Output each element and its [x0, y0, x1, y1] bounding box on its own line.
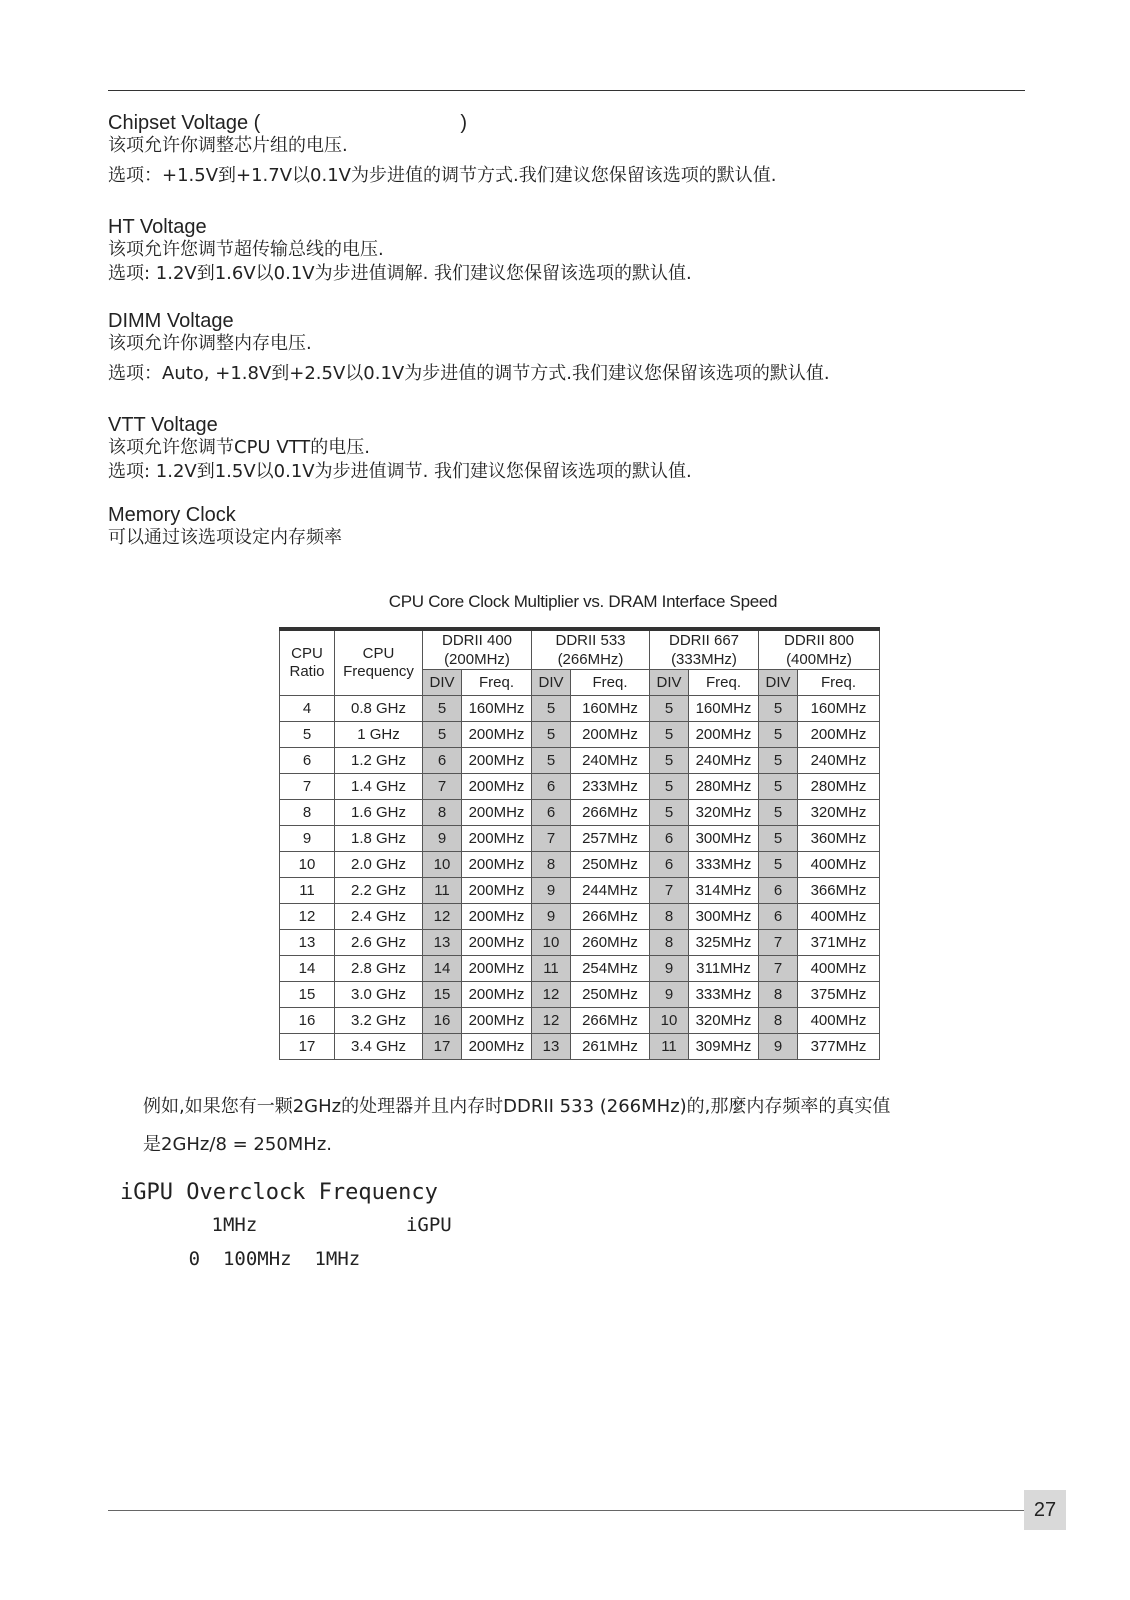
- header-freq: Freq.: [571, 670, 650, 696]
- cell-div: 5: [423, 722, 462, 748]
- cell-freq: 400MHz: [798, 1008, 880, 1034]
- table-row: [280, 930, 880, 956]
- header-text: DDRII 800: [783, 632, 855, 649]
- cell-div: 17: [423, 1034, 462, 1060]
- cell-div: 5: [532, 748, 571, 774]
- cell-freq: 200MHz: [462, 1034, 532, 1060]
- cell-cpu-ratio: 14: [280, 956, 335, 982]
- cell-freq: 250MHz: [571, 852, 650, 878]
- header-ddrii-533: [532, 629, 650, 670]
- cell-div: 11: [423, 878, 462, 904]
- header-div: DIV: [759, 670, 798, 696]
- section-title: DIMM Voltage: [108, 310, 234, 332]
- cell-div: 5: [650, 800, 689, 826]
- table-row: [280, 1034, 880, 1060]
- table-row: [280, 878, 880, 904]
- cell-freq: 320MHz: [798, 800, 880, 826]
- cell-div: 5: [650, 722, 689, 748]
- table-body: [280, 696, 880, 1060]
- cell-div: 10: [423, 852, 462, 878]
- header-div: DIV: [423, 670, 462, 696]
- section-desc: 可以通过该选项设定内存频率: [108, 527, 342, 548]
- cell-div: 8: [532, 852, 571, 878]
- section-igpu-overclock: [120, 1178, 452, 1276]
- cell-cpu-frequency: 2.6 GHz: [335, 930, 423, 956]
- cell-div: 5: [759, 774, 798, 800]
- cell-freq: 260MHz: [571, 930, 650, 956]
- cell-div: 10: [650, 1008, 689, 1034]
- cell-freq: 250MHz: [571, 982, 650, 1008]
- section-vtt-voltage: [108, 414, 1038, 484]
- header-text: CPU: [362, 645, 395, 662]
- header-ddrii-667: [650, 629, 759, 670]
- cell-cpu-ratio: 11: [280, 878, 335, 904]
- cell-div: 5: [650, 748, 689, 774]
- table-header-row: [280, 629, 880, 670]
- section-ht-voltage: [108, 216, 1038, 286]
- header-text: DDRII 533: [555, 632, 626, 649]
- cell-cpu-frequency: 3.0 GHz: [335, 982, 423, 1008]
- header-text: CPU: [291, 645, 323, 662]
- section-options: 选项: 1.2V到1.6V以0.1V为步进值调解. 我们建议您保留该选项的默认值.: [108, 263, 692, 284]
- section-chipset-voltage: [108, 112, 1038, 188]
- cell-freq: 266MHz: [571, 800, 650, 826]
- cell-div: 11: [650, 1034, 689, 1060]
- section-options: 选项：Auto, +1.8V到+2.5V以0.1V为步进值的调节方式.我们建议您保留该选项的默认值.: [108, 363, 830, 384]
- cell-freq: 371MHz: [798, 930, 880, 956]
- table-title: CPU Core Clock Multiplier vs. DRAM Interface Speed: [388, 592, 778, 611]
- cell-div: 9: [650, 982, 689, 1008]
- cell-freq: 266MHz: [571, 1008, 650, 1034]
- cell-cpu-frequency: 1.4 GHz: [335, 774, 423, 800]
- cell-cpu-ratio: 7: [280, 774, 335, 800]
- cell-cpu-ratio: 13: [280, 930, 335, 956]
- header-cpu-ratio: [280, 629, 335, 696]
- cell-freq: 160MHz: [571, 696, 650, 722]
- cell-div: 10: [532, 930, 571, 956]
- header-ddrii-400: [423, 629, 532, 670]
- cell-cpu-frequency: 2.2 GHz: [335, 878, 423, 904]
- cell-cpu-frequency: 2.8 GHz: [335, 956, 423, 982]
- example-line: 例如,如果您有一颗2GHz的处理器并且内存时DDRII 533 (266MHz)的,那麼内存频率的真实值: [143, 1096, 891, 1117]
- cell-div: 9: [532, 904, 571, 930]
- cell-freq: 160MHz: [689, 696, 759, 722]
- cell-freq: 266MHz: [571, 904, 650, 930]
- cell-freq: 366MHz: [798, 878, 880, 904]
- section-desc: 该项允许你调整芯片组的电压.: [108, 135, 348, 156]
- top-rule: [108, 90, 1025, 91]
- cell-div: 16: [423, 1008, 462, 1034]
- cell-div: 7: [650, 878, 689, 904]
- cell-freq: 280MHz: [689, 774, 759, 800]
- cell-div: 8: [650, 904, 689, 930]
- cell-div: 6: [423, 748, 462, 774]
- section-title: iGPU Overclock Frequency: [120, 1180, 438, 1205]
- cell-div: 9: [423, 826, 462, 852]
- cell-div: 7: [532, 826, 571, 852]
- cell-cpu-ratio: 17: [280, 1034, 335, 1060]
- table-row: [280, 722, 880, 748]
- cell-freq: 261MHz: [571, 1034, 650, 1060]
- cell-cpu-ratio: 6: [280, 748, 335, 774]
- section-options: 选项：+1.5V到+1.7V以0.1V为步进值的调节方式.我们建议您保留该选项的默认值.: [108, 165, 777, 186]
- table-row: [280, 696, 880, 722]
- cell-freq: 300MHz: [689, 826, 759, 852]
- cell-freq: 309MHz: [689, 1034, 759, 1060]
- cell-div: 5: [532, 722, 571, 748]
- section-desc: 该项允许您调节CPU VTT的电压.: [108, 437, 371, 458]
- cell-div: 8: [650, 930, 689, 956]
- cell-freq: 200MHz: [462, 800, 532, 826]
- cell-div: 5: [759, 826, 798, 852]
- cell-freq: 160MHz: [462, 696, 532, 722]
- cell-freq: 240MHz: [798, 748, 880, 774]
- cell-div: 6: [532, 774, 571, 800]
- page-number: 27: [1024, 1490, 1066, 1530]
- table-row: [280, 826, 880, 852]
- section-desc: 该项允许您调节超传输总线的电压.: [108, 239, 384, 260]
- cell-freq: 200MHz: [798, 722, 880, 748]
- cell-cpu-ratio: 16: [280, 1008, 335, 1034]
- cell-freq: 200MHz: [462, 930, 532, 956]
- section-title: Chipset Voltage ( ): [108, 112, 467, 134]
- cell-div: 6: [759, 904, 798, 930]
- bottom-rule: [108, 1510, 1025, 1511]
- header-div: DIV: [650, 670, 689, 696]
- cell-cpu-frequency: 2.0 GHz: [335, 852, 423, 878]
- cell-div: 5: [532, 696, 571, 722]
- header-freq: Freq.: [689, 670, 759, 696]
- cell-div: 9: [759, 1034, 798, 1060]
- cell-cpu-frequency: 3.2 GHz: [335, 1008, 423, 1034]
- cell-freq: 200MHz: [689, 722, 759, 748]
- cell-cpu-ratio: 5: [280, 722, 335, 748]
- cell-cpu-ratio: 15: [280, 982, 335, 1008]
- header-text: (333MHz): [671, 651, 737, 668]
- cell-div: 6: [759, 878, 798, 904]
- cell-div: 11: [532, 956, 571, 982]
- section-title: HT Voltage: [108, 216, 207, 238]
- example-line: 是2GHz/8 = 250MHz.: [143, 1134, 333, 1155]
- cell-freq: 333MHz: [689, 852, 759, 878]
- header-cpu-frequency: [335, 629, 423, 696]
- cell-div: 5: [759, 800, 798, 826]
- example-paragraph: [143, 1088, 1033, 1164]
- section-options: 0 100MHz 1MHz: [120, 1248, 361, 1270]
- cell-div: 5: [759, 696, 798, 722]
- cell-freq: 375MHz: [798, 982, 880, 1008]
- cell-cpu-frequency: 1.8 GHz: [335, 826, 423, 852]
- cell-freq: 200MHz: [462, 774, 532, 800]
- cell-div: 5: [759, 852, 798, 878]
- cell-freq: 320MHz: [689, 800, 759, 826]
- header-text: Ratio: [289, 663, 325, 680]
- cell-freq: 200MHz: [462, 878, 532, 904]
- cell-div: 9: [650, 956, 689, 982]
- cell-freq: 400MHz: [798, 904, 880, 930]
- cell-div: 14: [423, 956, 462, 982]
- cell-div: 8: [423, 800, 462, 826]
- cell-freq: 160MHz: [798, 696, 880, 722]
- cell-freq: 240MHz: [689, 748, 759, 774]
- multiplier-table: [279, 627, 880, 1060]
- cell-freq: 200MHz: [462, 748, 532, 774]
- cell-div: 9: [532, 878, 571, 904]
- cell-div: 13: [532, 1034, 571, 1060]
- table-row: [280, 1008, 880, 1034]
- cell-div: 5: [759, 748, 798, 774]
- section-desc: 该项允许你调整内存电压.: [108, 333, 312, 354]
- cell-cpu-frequency: 2.4 GHz: [335, 904, 423, 930]
- cell-cpu-frequency: 1.6 GHz: [335, 800, 423, 826]
- cell-div: 6: [532, 800, 571, 826]
- header-ddrii-800: [759, 629, 880, 670]
- table-row: [280, 956, 880, 982]
- cell-freq: 314MHz: [689, 878, 759, 904]
- cell-div: 15: [423, 982, 462, 1008]
- header-text: (200MHz): [444, 651, 510, 668]
- cell-freq: 200MHz: [571, 722, 650, 748]
- table-row: [280, 904, 880, 930]
- cell-div: 6: [650, 826, 689, 852]
- cell-freq: 200MHz: [462, 826, 532, 852]
- cell-freq: 200MHz: [462, 1008, 532, 1034]
- header-text: Frequency: [343, 663, 414, 680]
- cell-freq: 377MHz: [798, 1034, 880, 1060]
- cell-freq: 200MHz: [462, 982, 532, 1008]
- header-text: (400MHz): [786, 651, 852, 668]
- cell-cpu-frequency: 1.2 GHz: [335, 748, 423, 774]
- cell-freq: 244MHz: [571, 878, 650, 904]
- cell-freq: 257MHz: [571, 826, 650, 852]
- cell-freq: 233MHz: [571, 774, 650, 800]
- table-row: [280, 982, 880, 1008]
- table-row: [280, 800, 880, 826]
- cell-freq: 280MHz: [798, 774, 880, 800]
- cell-freq: 254MHz: [571, 956, 650, 982]
- cell-div: 12: [423, 904, 462, 930]
- section-title: VTT Voltage: [108, 414, 218, 436]
- cell-div: 7: [423, 774, 462, 800]
- cell-freq: 200MHz: [462, 852, 532, 878]
- cell-div: 7: [759, 930, 798, 956]
- section-desc: 1MHz iGPU: [120, 1214, 452, 1236]
- cell-freq: 200MHz: [462, 904, 532, 930]
- cell-cpu-frequency: 0.8 GHz: [335, 696, 423, 722]
- cell-freq: 360MHz: [798, 826, 880, 852]
- cell-div: 6: [650, 852, 689, 878]
- cell-div: 5: [423, 696, 462, 722]
- header-text: DDRII 667: [668, 632, 740, 649]
- cell-cpu-ratio: 8: [280, 800, 335, 826]
- cell-cpu-ratio: 9: [280, 826, 335, 852]
- section-memory-clock: [108, 504, 1038, 550]
- header-text: (266MHz): [557, 651, 624, 668]
- cell-freq: 333MHz: [689, 982, 759, 1008]
- cell-div: 5: [650, 696, 689, 722]
- cell-freq: 325MHz: [689, 930, 759, 956]
- cell-div: 8: [759, 982, 798, 1008]
- table-row: [280, 774, 880, 800]
- cell-div: 8: [759, 1008, 798, 1034]
- cell-freq: 300MHz: [689, 904, 759, 930]
- table-row: [280, 852, 880, 878]
- cell-freq: 311MHz: [689, 956, 759, 982]
- table-row: [280, 748, 880, 774]
- cell-div: 12: [532, 1008, 571, 1034]
- header-freq: Freq.: [462, 670, 532, 696]
- cell-cpu-ratio: 10: [280, 852, 335, 878]
- cell-cpu-ratio: 4: [280, 696, 335, 722]
- cell-freq: 400MHz: [798, 852, 880, 878]
- cell-div: 12: [532, 982, 571, 1008]
- cell-cpu-frequency: 1 GHz: [335, 722, 423, 748]
- cell-freq: 400MHz: [798, 956, 880, 982]
- cell-div: 7: [759, 956, 798, 982]
- cell-div: 5: [759, 722, 798, 748]
- section-title: Memory Clock: [108, 504, 236, 526]
- cell-freq: 320MHz: [689, 1008, 759, 1034]
- header-freq: Freq.: [798, 670, 880, 696]
- cell-freq: 200MHz: [462, 956, 532, 982]
- cell-div: 13: [423, 930, 462, 956]
- header-text: DDRII 400: [441, 632, 513, 649]
- section-options: 选项: 1.2V到1.5V以0.1V为步进值调节. 我们建议您保留该选项的默认值.: [108, 461, 692, 482]
- cell-freq: 200MHz: [462, 722, 532, 748]
- cell-cpu-ratio: 12: [280, 904, 335, 930]
- cell-cpu-frequency: 3.4 GHz: [335, 1034, 423, 1060]
- cell-div: 5: [650, 774, 689, 800]
- section-dimm-voltage: [108, 310, 1038, 386]
- header-div: DIV: [532, 670, 571, 696]
- cell-freq: 240MHz: [571, 748, 650, 774]
